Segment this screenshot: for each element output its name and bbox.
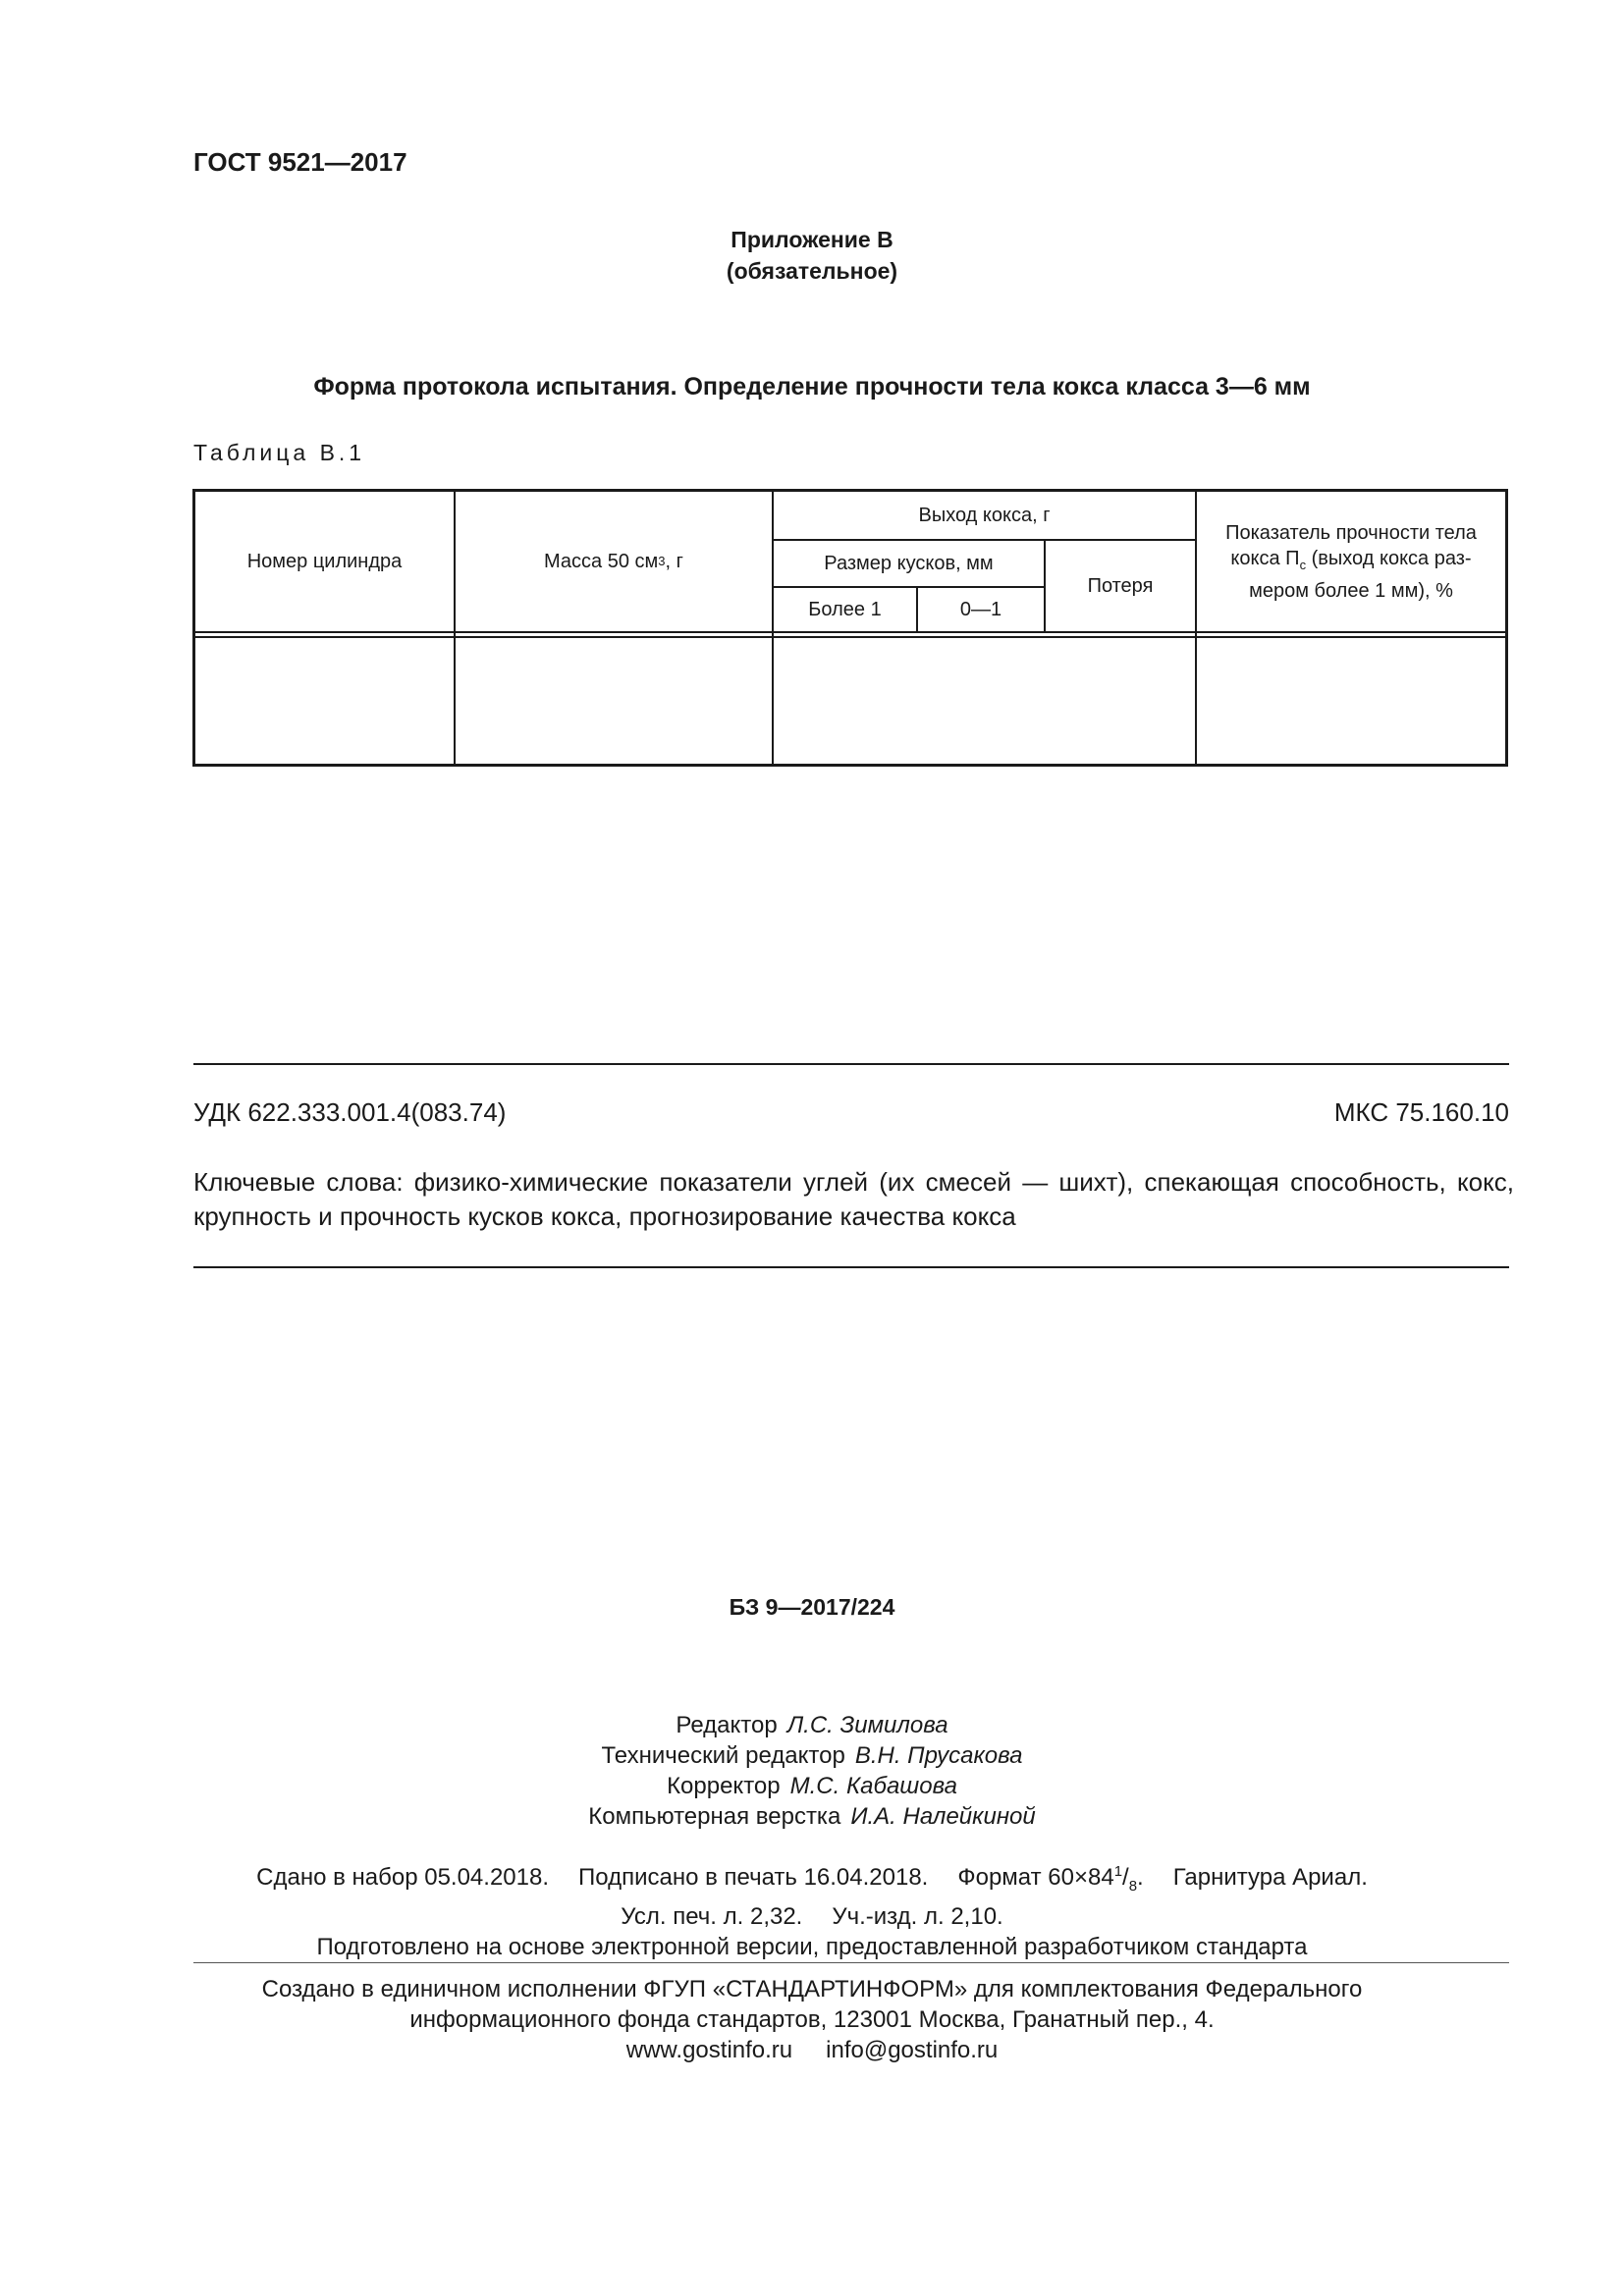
credit-line2: информационного фонда стандартов, 123001 Москва, Гранатный пер., 4. <box>409 2006 1215 2033</box>
typeface: Гарнитура Ариал. <box>1172 1864 1368 1891</box>
staff-row <box>0 1740 1624 1771</box>
mks-code: МКС 75.160.10 <box>1333 1097 1509 1127</box>
credit-contacts <box>0 2035 1624 2065</box>
table-divider <box>195 636 1505 638</box>
header-strength-index <box>1197 492 1505 631</box>
staff-role: Редактор <box>676 1712 778 1738</box>
staff-row <box>0 1710 1624 1740</box>
header-piece-size: Размер кусков, мм <box>824 553 994 574</box>
appendix-title: Приложение В <box>731 227 893 252</box>
header-strength-line2 <box>1230 546 1471 578</box>
table-label: Таблица В.1 <box>193 440 366 465</box>
header-coke-yield: Выход кокса, г <box>918 505 1051 526</box>
udk-code: УДК 622.333.001.4(083.74) <box>193 1097 507 1127</box>
table-divider <box>195 631 1505 633</box>
publication-line2 <box>0 1901 1624 1932</box>
header-strength-line2-a: кокса П <box>1230 547 1300 569</box>
keywords: Ключевые слова: физико-химические показатели углей (их смесей — шихт), спекающая способность, кокс, крупность и прочность кусков кокса, прогнозирование качества кокса <box>193 1167 1514 1231</box>
header-strength-line1: Показатель прочности тела <box>1225 521 1477 544</box>
format-prefix: Формат 60×84 <box>957 1864 1114 1891</box>
separator-rule <box>193 1266 1509 1268</box>
header-cylinder-number: Номер цилиндра <box>246 551 403 572</box>
staff-name: М.С. Кабашова <box>789 1773 957 1799</box>
form-title: Форма протокола испытания. Определение прочности тела кокса класса 3—6 мм <box>313 373 1311 400</box>
bz-number: БЗ 9—2017/224 <box>729 1594 895 1620</box>
format-sup: 1 <box>1113 1863 1123 1880</box>
format-slash: / <box>1122 1864 1129 1891</box>
separator-rule <box>193 1962 1509 1963</box>
appendix-status: (обязательное) <box>726 258 898 284</box>
signed-date: Подписано в печать 16.04.2018. <box>578 1864 929 1891</box>
header-more-than-1: Более 1 <box>808 599 882 620</box>
staff-role: Компьютерная верстка <box>588 1803 841 1830</box>
header-mass <box>456 492 772 631</box>
header-0-1: 0—1 <box>959 599 1002 620</box>
header-mass-sup: 3 <box>658 554 666 568</box>
credit-line1: Создано в единичном исполнении ФГУП «СТАНДАРТИНФОРМ» для комплектования Федерального <box>261 1976 1363 2002</box>
header-loss: Потеря <box>1087 575 1154 597</box>
staff-name: Л.С. Зимилова <box>786 1712 948 1738</box>
email-link[interactable]: info@gostinfo.ru <box>826 2037 999 2063</box>
publishing-sheets: Уч.-изд. л. 2,10. <box>832 1902 1003 1930</box>
staff-list <box>0 1710 1624 1832</box>
format-end: . <box>1137 1864 1144 1891</box>
paper-format <box>957 1863 1144 1895</box>
staff-name: И.А. Налейкиной <box>850 1803 1036 1830</box>
publication-info <box>0 1856 1624 1962</box>
header-mass-prefix: Масса 50 см <box>544 551 659 572</box>
header-strength-sub: с <box>1299 557 1307 572</box>
header-strength-line2-b: (выход кокса раз- <box>1306 547 1472 569</box>
website-link[interactable]: www.gostinfo.ru <box>625 2037 793 2063</box>
format-sub: 8 <box>1128 1877 1138 1895</box>
prepared-note: Подготовлено на основе электронной версии, предоставленной разработчиком стандарта <box>316 1933 1308 1960</box>
print-sheets: Усл. печ. л. 2,32. <box>621 1902 803 1930</box>
header-strength-line3: мером более 1 мм), % <box>1249 579 1453 602</box>
staff-row <box>0 1771 1624 1801</box>
standard-number: ГОСТ 9521—2017 <box>193 147 407 177</box>
protocol-table <box>192 489 1508 767</box>
credit-info <box>0 1974 1624 2065</box>
staff-role: Технический редактор <box>601 1742 845 1769</box>
staff-role: Корректор <box>667 1773 781 1799</box>
publication-line1 <box>0 1856 1624 1901</box>
staff-name: В.Н. Прусакова <box>854 1742 1023 1769</box>
separator-rule <box>193 1063 1509 1065</box>
submitted-date: Сдано в набор 05.04.2018. <box>256 1864 550 1891</box>
staff-row <box>0 1801 1624 1832</box>
appendix-heading <box>0 224 1624 287</box>
header-mass-suffix: , г <box>665 551 683 572</box>
